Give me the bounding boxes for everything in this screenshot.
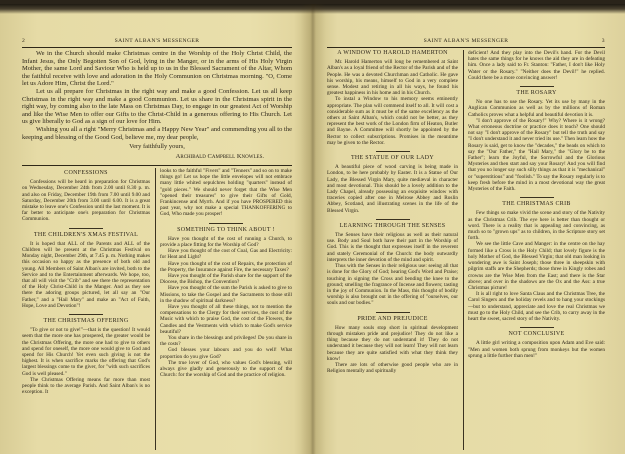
section-rule	[22, 165, 292, 166]
right-column-1	[327, 50, 458, 374]
article-paragraph: Have you thought of all these things, not to mention the compensations to the Clergy for their services, the cost of the Music with which to praise God, the cost of the Flowers, the Candles and the Vestments with which to make God's service beautiful?	[160, 304, 292, 335]
page-number: 2	[22, 38, 26, 44]
header-rule	[22, 47, 292, 48]
article-paragraph: A little girl writing a composition upon Adam and Eve said: "Men and women both sprung from monkeys but the women sprung a little further than men!"	[468, 340, 605, 359]
article-paragraph: There are lots of otherwise good people who are in Religion mentally and spiritually	[327, 361, 458, 375]
section-divider	[376, 151, 410, 152]
article-paragraph: Have you thought of the cost of Coal, Gas and Electricity: for Heat and Light?	[160, 248, 292, 261]
running-head	[327, 38, 605, 46]
left-column-1	[22, 168, 150, 396]
article-paragraph: Have you thought of the Parish share for the support of the Diocese, the Bishop, the Convention?	[160, 273, 292, 286]
section-divider	[520, 197, 554, 198]
section-heading-christmas-crib: THE CHRISTMAS CRIB	[502, 201, 571, 208]
column-rule	[463, 50, 464, 450]
section-heading-confessions: CONFESSIONS	[64, 170, 108, 176]
article-paragraph: It is hoped that ALL of the Parents and ALL of the Children will be present at the Christmas Festival on Monday night, December 29th, at 7.45 p. m. Nothing makes this occasion so happy as the presence of both old and young. All Members of Saint Alban's are invited, both to the Service and to the Entertainment afterwards. We hope, too, that all will visit the "Crib" and see there the representation of the Holy Christ-Child in the Manger. And as they see there the adoring groups pictured, let all say an "Our Father," and a "Hail Mary" and make an "Act of Faith, Hope, Love and Devotion"!	[22, 240, 150, 309]
article-paragraph: The Senses have their religious as well as their natural use. Body and Soul both have their part in the Worship of God. This is the thought that expresses itself in the reverent and stately Ceremonial of the Church: the body outwardly interprets the inner devotion of the mind and spirit.	[327, 232, 458, 263]
article-paragraph: No one has to use the Rosary. Yet its use by many in the Anglican Communion as well as by the millions of Roman Catholics proves what a helpful and beautiful devotion it is.	[468, 99, 605, 118]
left-column-2	[160, 168, 292, 379]
article-paragraph: looks to the faithful "Fivers" and "Tenners" and so on to make things go! Let us hope the little envelopes will not embrace many little whited sepulchres holding "quarters" instead of "gold pieces." We should never forget that the Wise Men "opened their treasures" to give their Gifts of Gold, Frankincense and Myrrh. And if you have PROSPERED this past year, why not make a special THANKOFFERING to God, Who made you prosper!	[160, 168, 292, 218]
section-heading-xmas-festival: THE CHILDREN'S XMAS FESTIVAL	[33, 231, 139, 238]
letter-closing: Very faithfully yours,	[129, 143, 185, 151]
article-paragraph: Thus with the Senses in their religious use: seeing all that is done for the Glory of God; hearing God's Word and Praise; touching in signing the Cross and bending the knee to the ground; smelling the fragrance of Incense and flowers; tasting in the joy of Communion. In the Mass, this thought of bodily worship is also brought out in the offering of "ourselves, our souls and our bodies."	[327, 263, 458, 307]
section-heading-not-conclusive: NOT CONCLUSIVE	[508, 331, 565, 338]
magazine-spread	[0, 4, 625, 454]
section-heading-learning-senses: LEARNING THROUGH THE SENSES	[339, 222, 446, 229]
article-paragraph: Few things so make vivid the scene and story of the Nativity as the Christmas Crib. The eye here is better than thought or word. There is a reality that is appealing and convincing, as much so to "grown ups" as to children, in the Scripture story set forth.	[468, 210, 605, 242]
section-heading-rosary: THE ROSARY	[516, 90, 557, 97]
section-heading-statue: THE STATUE OF OUR LADY	[350, 155, 435, 162]
article-paragraph: How many souls stop short in spiritual development through mistaken pride and prejudice! They do not like a thing because they do not understand it! They do not understand it because they will not learn! They will not learn because they are quite satisfied with what they think they know!	[327, 324, 458, 362]
article-paragraph: A beautiful piece of wood carving is being made in London, to be here probably by Easter. It is a Statue of Our Lady, the Blessed Virgin Mary, quite mediæval in character and most devotional. This should be a lovely addition to the Lady Chapel, already possessing an exquisite window with traceries copied after one in Melrose Abbey and Roslin Abbey, Scotland, and illustrating scenes in the life of the Blessed Virgin.	[327, 164, 458, 214]
section-divider	[376, 219, 410, 220]
section-heading-christmas-offering: THE CHRISTMAS OFFERING	[43, 318, 129, 325]
column-rule	[155, 168, 156, 450]
section-divider	[69, 228, 103, 229]
section-divider	[376, 312, 410, 313]
letter-paragraph: Let us all prepare for Christmas in the right way and make a good Confession. Let us all keep Christmas in the right way and make a good Communion. Let us share in the Christmas spirit in the right way, by coming also to the late Mass on Christmas Day, to engage in our greatest Act of Worship and like the Wise Men to offer our Gifts to the Christ-Child in a generous offering to His Church. Let us give liberally to God as a sign of our love for Him.	[22, 87, 292, 126]
section-heading-window: A WINDOW TO HAROLD HAMERTON	[337, 50, 448, 56]
page-number: 3	[601, 38, 605, 44]
section-divider	[520, 327, 554, 328]
right-column-2	[468, 50, 605, 359]
running-head-title: SAINT ALBAN'S MESSENGER	[114, 38, 200, 44]
header-rule	[327, 47, 605, 48]
article-paragraph: God blesses your labours and you do well! What proportion do you give God?	[160, 347, 292, 360]
article-paragraph: Have you thought of the cost of running a Church, to provide a place fitting for the Worship of God?	[160, 235, 292, 249]
article-paragraph: The Christmas Offering means far more than most people think to the average Parish. And Saint Alban's is no exception. It	[22, 376, 150, 396]
article-paragraph: The true lover of God, who values God's blessing, will always give gladly and generously to the support of the Church: for the worship of God and the practice of religion.	[160, 359, 292, 379]
section-divider	[69, 314, 103, 315]
article-paragraph: You share in the blessings and privileges! Do you share in the costs?	[160, 335, 292, 348]
article-paragraph: To instal a Window to his memory seems eminently appropriate. The plan will commend itself to all. It will cost a considerable sum as it must be of the same excellency as the others at Saint Alban's, which could not be better, as they represent the best work of the London firm of Heaton, Butler and Bayne. A Committee will shortly be appointed by the Rector to collect subscriptions. Promises in the meantime may be given to the Rector.	[327, 96, 458, 146]
left-page	[0, 4, 312, 454]
section-divider	[520, 86, 554, 87]
letter-paragraph: We in the Church should make Christmas centre in the Worship of the Holy Christ Child, the Infant Jesus, the Only Begotten Son of God, lying in the Manger, or in the arms of His Holy Virgin Mother, the same Lord and Saviour Who is held up to us in the Blessed Sacrament of the Altar, Whom the faithful receive with love and adoration in the Holy Communion on Christmas morning. "O, Come let us Adore Him, Christ the Lord."	[22, 50, 292, 88]
article-paragraph: Mr. Harold Hamerton will long be remembered at Saint Alban's as a loyal friend of the Rector of the Parish and of the People. He was a devoted Churchman and Catholic. He gave his worship, his means, himself to God in a very complete sense. Modest and retiring in all his ways, he found his greatest happiness in his home and in his Church.	[327, 59, 458, 97]
section-heading-something-to-think-about: SOMETHING TO THINK ABOUT !	[177, 226, 275, 233]
letter-paragraph: Wishing you all a right "Merry Christmas and a Happy New Year" and commending you all to the keeping and blessing of the Good God, believe me, my dear people,	[22, 125, 292, 141]
article-paragraph: It is all right to love Santa Claus and the Christmas Tree, the Carol Singers and the holiday revels and to hang your stockings—but to understand, appreciate and love the real Christmas we must go to the Holy Child, and see the Crib, to carry away in the heart the sweet, sacred story of the Nativity.	[468, 291, 605, 322]
article-paragraph: Have you thought of the cost of Repairs, the protection of the Property, the Insurance against Fire, the necessary Taxes?	[160, 260, 292, 273]
article-paragraph: "I don't approve of the Rosary!" Why? Where is it wrong? What erroneous doctrine or practice does it teach? One should not say "I don't approve of the Rosary" but tell the truth and say "I don't understand it and never tried its use." Then learn how the Rosary is said, get to know the "decades," the beads on which to say the "Our Father," the "Hail Mary," the "Glory be to the Father"; learn the Joyful, the Sorrowful and the Glorious Mysteries and then start and say your Rosary! And you will find that you no longer say such silly things as that it is "mechanical" or "superstitious" and "foolish." To say the Rosary regularly is to keep fresh before the mind in a most devotional way the great Mysteries of the Faith.	[468, 117, 605, 193]
running-head-title: SAINT ALBAN'S MESSENGER	[423, 38, 509, 44]
letter-signature: Archibald Campbell Knowles.	[175, 152, 264, 160]
running-head	[22, 38, 292, 46]
right-page	[313, 4, 625, 454]
article-paragraph: We see the little Cave and Manger: in the centre on the hay formed like a Cross is the Holy Child; that lovely figure is the holy Mother of God, the Blessed Virgin; that old man looking in wondering awe is Saint Joseph; those three in sheepskin with pilgrim staffs are the Shepherds; those three in Kingly robes and crowns are the Wise Men from the East; and there is the Star above; and over in the shadows are the Ox and the Ass: a true Christmas picture!	[468, 241, 605, 291]
article-paragraph: "To give or not to give!"—that is the question! It would seem that the more one has prospered, the greater would be the Christmas Offering, the more one had to give to others and spend for oneself, the more one would give to God and spend for His Church! Yet even such giving is not the highest. It is when sacrifice marks the offering that God's largest blessings come to the giver, for "with such sacrifices God is well pleased."	[22, 327, 150, 377]
section-heading-pride-prejudice: PRIDE AND PREJUDICE	[357, 315, 428, 322]
article-paragraph: deficient! And they play into the Devil's hand. For the Devil hates the same things for he knows the aid they are in defeating him. Once a lady said to Fr. Stanton: "Father, I don't like Holy Water or the Rosary." "Neither does the Devil!" he replied. Could there be a more convincing answer!	[468, 50, 605, 81]
rector-letter	[22, 50, 292, 160]
section-divider	[209, 223, 243, 224]
article-paragraph: Have you thought of the sum the Parish is asked to give to Missions, to take the Gospel and the Sacraments to those still in the shadow of spiritual darkness?	[160, 285, 292, 304]
article-paragraph: Confessions will be heard in preparation for Christmas on Wednesday, December 24th from 2.00 until 8.30 p. m. and also on Friday, December 19th from 7.00 until 9.00 and Saturday, December 20th from 3.00 until 6.00. It is a great mistake to leave one's Confession until the last moment. It is far better to anticipate one's preparation for Christmas Communion.	[22, 179, 150, 223]
